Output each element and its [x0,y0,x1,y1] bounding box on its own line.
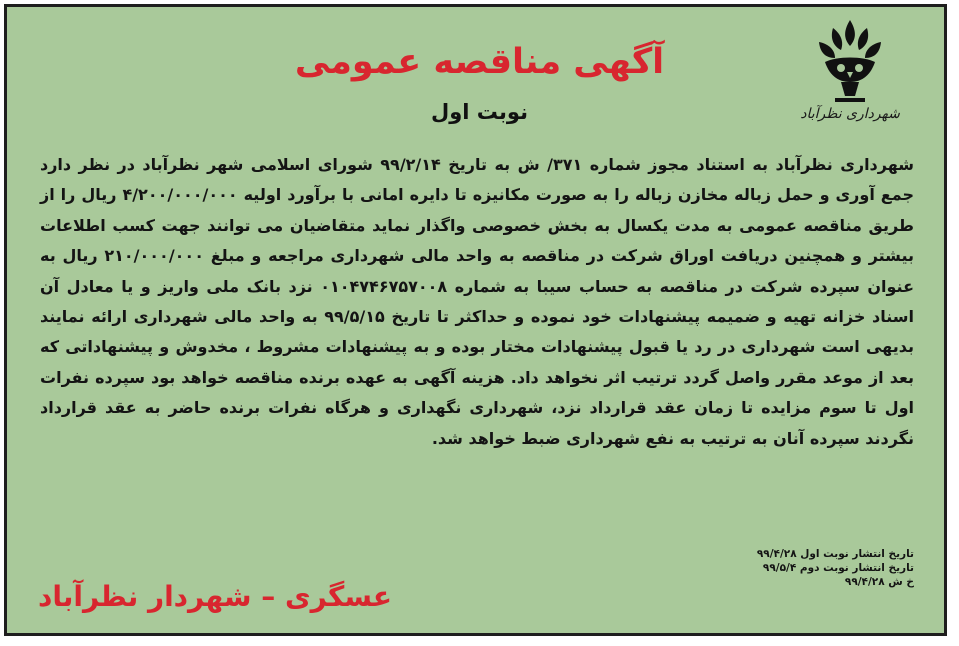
date-second-publication: تاریخ انتشار نوبت دوم ۹۹/۵/۴ [762,562,914,574]
signature: عسگری – شهردار نظرآباد [38,580,392,613]
reference-code: خ ش ۹۹/۴/۲۸ [844,576,914,588]
notice-body: شهرداری نظرآباد به استناد مجوز شماره ۳۷۱/ ش به تاریخ ۹۹/۲/۱۴ شورای اسلامی شهر نظرآباد در نظر دارد جمع آوری و حمل زباله مخازن زباله را به صورت مکانیزه تا دایره امانی با برآورد اولیه ۴/۲۰۰/۰۰۰/۰۰۰ ریال را از طریق مناقصه عمومی به مدت یکسال به بخش خصوصی واگذار نماید متقاضیان می توانند جهت کسب اطلاعات بیشتر و همچنین دریافت اوراق شرکت در مناقصه به واحد مالی شهرداری مراجعه و مبلغ ۲۱۰/۰۰۰/۰۰۰ ریال به عنوان سپرده شرکت در مناقصه به حساب سیبا به شماره ۰۱۰۴۷۴۶۷۵۷۰۰۸ نزد بانک ملی واریز و یا معادل آن اسناد خزانه تهیه و ضمیمه پیشنهادات خود نموده و حداکثر تا تاریخ ۹۹/۵/۱۵ به واحد مالی شهرداری ارائه نمایند بدیهی است شهرداری در رد یا قبول پیشنهادات مختار بوده و به پیشنهادات مشروط ، مخدوش و پیشنهاداتی که بعد از موعد مقرر واصل گردد ترتیب اثر نخواهد داد. هزینه آگهی به عهده برنده مناقصه خواهد بود سپرده نفرات اول تا سوم مزایده تا زمان عقد قرارداد نزد، شهرداری نگهداری و هرگاه نفرات برنده حاضر به عقد قرارداد نگردند سپرده آنان به ترتیب به نفع شهرداری ضبط خواهد شد. [40,155,915,448]
notice-subtitle: نوبت اول [431,100,528,124]
date-first-publication: تاریخ انتشار نوبت اول ۹۹/۴/۲۸ [756,548,914,560]
logo-caption: شهرداری نظرآباد [800,106,900,122]
notice-title: آگهی مناقصه عمومی [294,42,665,82]
publication-dates [757,547,914,589]
